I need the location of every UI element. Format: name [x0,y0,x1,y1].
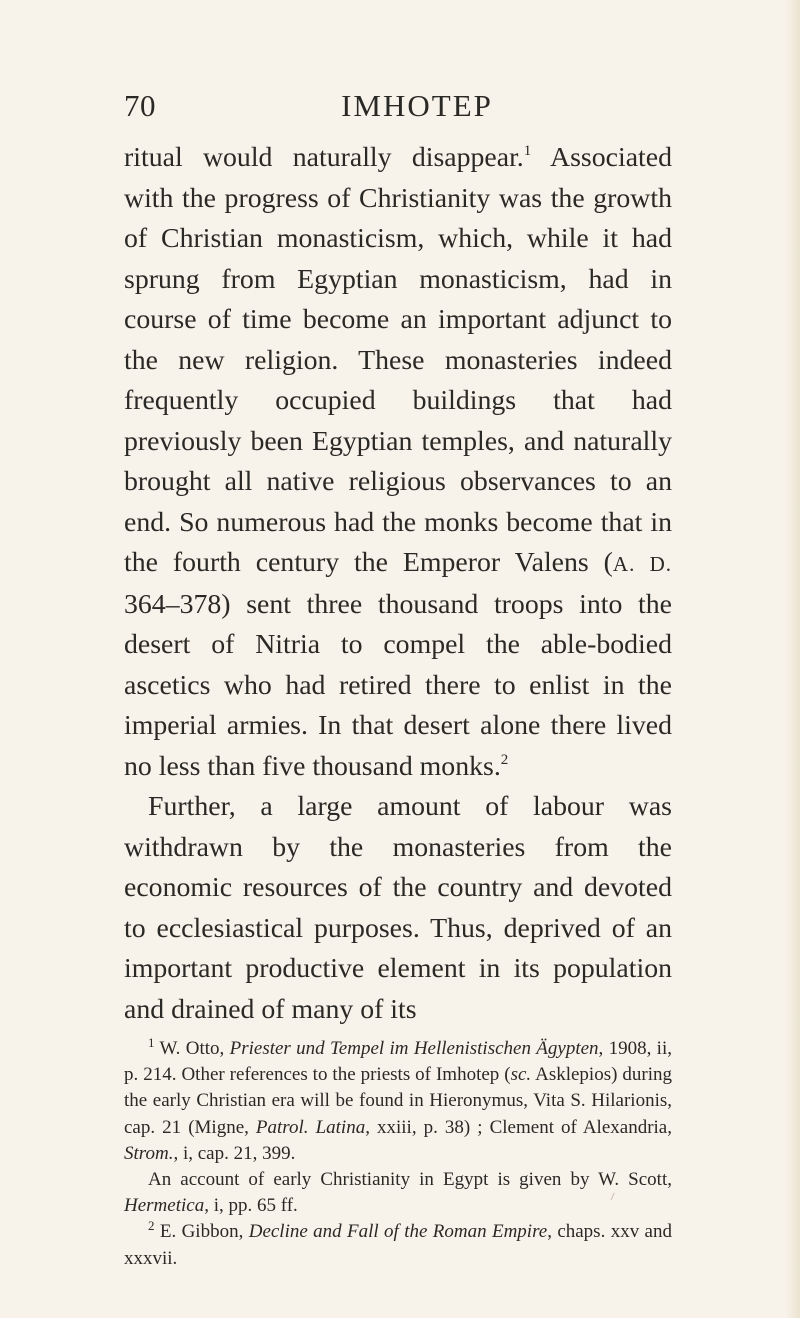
footnote-1-title-strom: Strom. [124,1142,174,1164]
footnote-2-text-a: E. Gibbon, [154,1221,249,1243]
book-page [124,86,672,1272]
page-number: 70 [124,88,156,123]
footnote-1-title-hermetica: Hermetica [124,1195,205,1217]
footnote-1-title-patrol: Patrol. Latina [255,1116,366,1138]
paragraph-1-text-a: ritual would naturally disappear. [124,142,524,173]
footnote-2 [124,1219,672,1271]
footnote-1-continuation [124,1167,672,1219]
paragraph-1-text-b: Associated with the progress of Christianity was the growth of Christian monasticism, which, while it had sprung from Egyptian monasticism, had in course of time become an important adjunct to the new religion. These monasteries indeed frequently occupied buildings that had previously been Egyptian temples, and naturally brought all native religious observances to an end. So numerous had the monks become that in the fourth century the Emperor Valens ( [124,142,672,578]
footnote-2-title-gibbon: Decline and Fall of the Roman Empire [248,1221,548,1243]
page-header [124,86,672,126]
footnote-1-text-d: , xxiii, p. 38) ; Clement of Alexandria, [365,1116,672,1138]
paragraph-1-text-c: 364–378) sent three thousand troops into the desert of Nitria to compel the able-bodied ascetics who had retired there to enlist in the imperial armies. In that desert alone there lived no less than five thousand monks. [124,588,672,782]
footnote-1-title-otto: Priester und Tempel im Hellenistischen Ägypten [229,1038,599,1059]
footnotes [124,1036,672,1272]
footnote-1 [124,1036,672,1167]
paragraph-1 [124,138,672,787]
footnote-2-marker: 2 [148,1218,155,1234]
footnote-2-text-b: , chaps. xxv and xxxvii. [124,1221,672,1269]
footnote-reference-1: 1 [523,143,532,159]
footnote-1-scilicet: sc. [510,1064,532,1086]
footnote-1-marker: 1 [148,1035,155,1050]
footnote-reference-2: 2 [500,751,509,768]
footnote-1-text-e: , i, cap. 21, 399. [173,1142,296,1164]
page-edge-shadow [786,0,800,1318]
paragraph-2: Further, a large amount of labour was withdrawn by the monasteries from the economic resources of the country and devoted to ecclesiastical purposes. Thus, deprived of an important productive element in its population and drained of many of its [124,791,672,1025]
footnote-1-cont-text-b: , i, pp. 65 ff. [204,1195,298,1217]
running-head: IMHOTEP [341,88,493,123]
anno-domini: A. D. [612,552,672,576]
footnote-1-text-b: , 1908, ii, p. 214. Other references to the priests of Imhotep ( [124,1038,672,1086]
footnote-1-text-a: W. Otto, [154,1038,230,1059]
body-text [124,138,672,1030]
footnote-1-text-c: Asklepios) during the early Christian era will be found in Hieronymus, Vita S. Hilarionis, cap. 21 (Migne, [124,1064,672,1138]
footnote-1-cont-text-a: An account of early Christianity in Egypt is given by W. Scott, [148,1169,672,1191]
